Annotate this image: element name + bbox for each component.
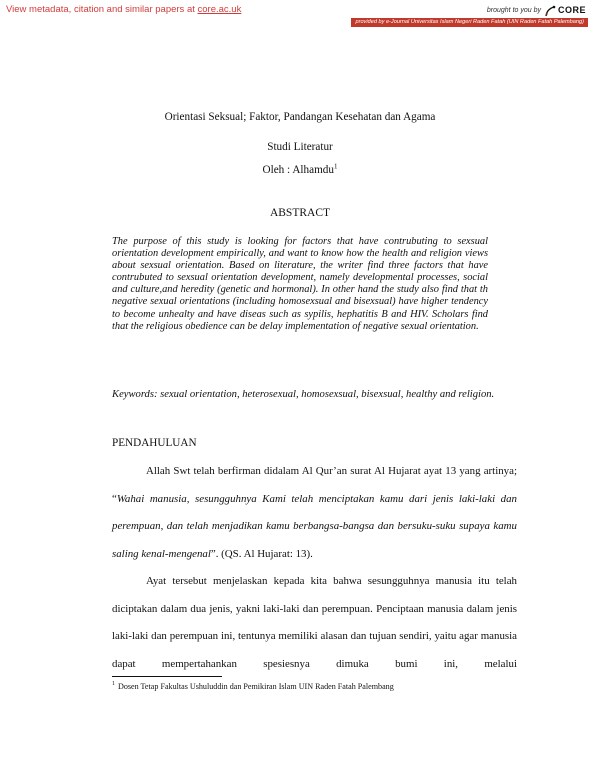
- paper-subtitle: Studi Literatur: [267, 141, 333, 153]
- quran-quote: Wahai manusia, sesungguhnya Kami telah menciptakan kamu dari jenis laki-laki dan perempuan, dan telah menjadikan kamu berbangsa-bangsa dan bersuku-suku supaya kamu saling kenal-mengenal: [112, 492, 517, 560]
- core-logo-icon: [544, 4, 556, 16]
- brought-to-you-by[interactable]: [487, 4, 586, 16]
- p1-citation: ”. (QS. Al Hujarat: 13).: [210, 547, 313, 560]
- brought-by-text: brought to you by: [486, 6, 541, 14]
- metadata-link[interactable]: [6, 4, 241, 15]
- author-line: [0, 164, 600, 176]
- abstract-text: The purpose of this study is looking for factors that have contrubuting to sexsual orientation development empirically, and want to know how the health and religion views about sexsual orientation. Based on literature, the writer find three factors that have contrubuted to sexsual orientation development, namely developmental processes, social and culture,and heredity (genetic and hormonal). In other hand the study also find that th negative sexual orientations (including homosexsual and bisexsual) have higher tendency to become unhealty and have diseas such as sypilis, hephatitis B and HIV. Scholars find that the religious obedience can be delay implementation of negative sexual orientation.: [112, 236, 488, 332]
- author-name: Oleh : Alhamdu: [262, 164, 334, 176]
- paragraph-1: [112, 458, 517, 568]
- section-heading: PENDAHULUAN: [112, 437, 197, 449]
- core-brand: CORE: [557, 5, 586, 15]
- paragraph-2: [112, 568, 517, 678]
- author-footnote-mark: 1: [333, 162, 338, 171]
- p1-intro: Allah Swt telah berfirman didalam Al Qur’an surat Al Hujarat ayat 13 yang artinya; “: [112, 465, 517, 505]
- keywords: Keywords: sexual orientation, heterosexual, homosexsual, bisexsual, healthy and religion.: [112, 389, 495, 400]
- core-header-bar: [0, 0, 600, 28]
- footnote: [112, 682, 394, 691]
- provided-by-banner[interactable]: provided by e-Journal Universitas Islam Negeri Raden Fatah (UIN Raden Fatah Palembang): [351, 18, 588, 27]
- footnote-text: Dosen Tetap Fakultas Ushuluddin dan Pemikiran Islam UIN Raden Fatah Palembang: [118, 682, 394, 691]
- footnote-mark: 1: [112, 681, 115, 688]
- p2-text: Ayat tersebut menjelaskan kepada kita bahwa sesungguhnya manusia itu telah diciptakan dalam dua jenis, yakni laki-laki dan perempuan. Penciptaan manusia dalam jenis laki-laki dan perempuan ini, tentunya memiliki alasan dan tujuan sendiri, yaitu agar manusia dapat mempertahankan spesiesnya dimuka bumi ini, melalui: [112, 575, 517, 670]
- core-ac-uk-link[interactable]: core.ac.uk: [197, 4, 242, 15]
- abstract-heading: ABSTRACT: [269, 207, 331, 219]
- paper-title: Orientasi Seksual; Faktor, Pandangan Kesehatan dan Agama: [164, 111, 436, 123]
- footnote-divider: [112, 676, 222, 677]
- metadata-text: View metadata, citation and similar papers at: [6, 4, 198, 15]
